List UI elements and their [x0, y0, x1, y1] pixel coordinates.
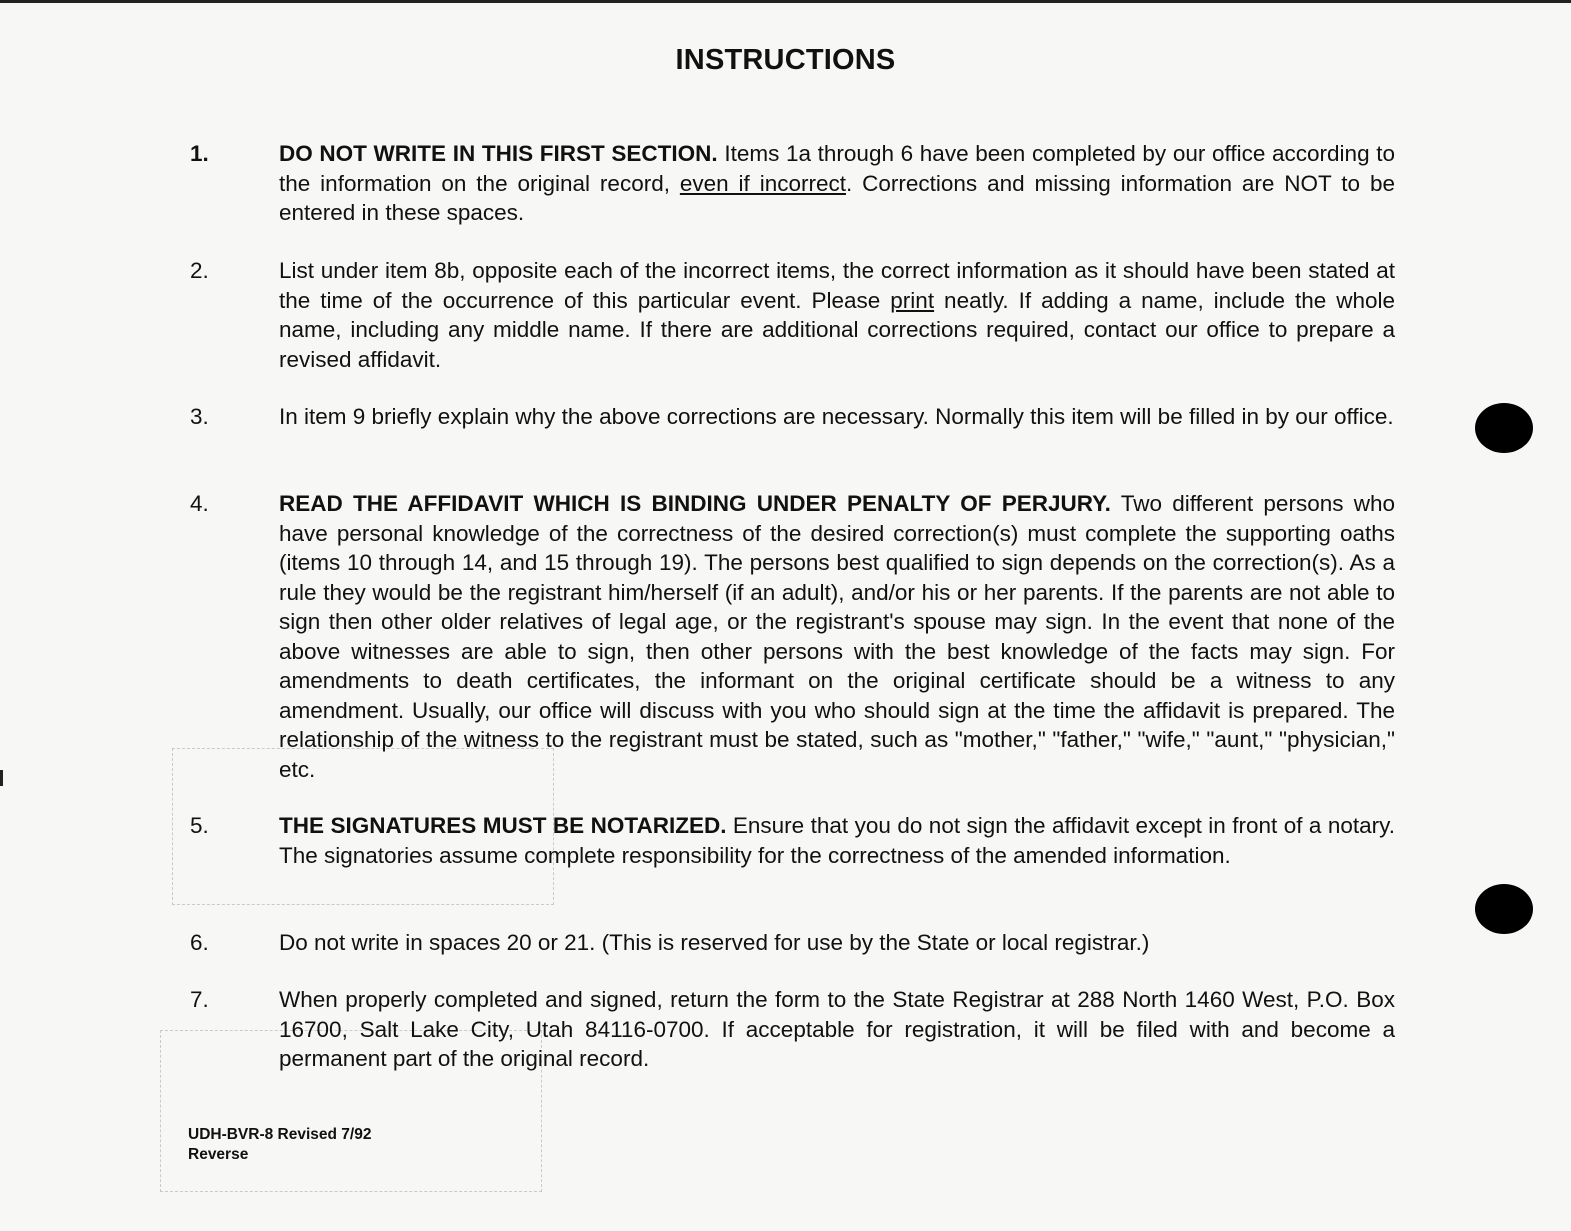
- item-number: 4.: [190, 491, 209, 516]
- item-lead: DO NOT WRITE IN THIS FIRST SECTION.: [279, 141, 718, 166]
- item-text: [279, 811, 1395, 870]
- item-text-part: Two different persons who have personal knowledge of the correctness of the desired correction(s) must complete the supporting oaths (items 10 through 14, and 15 through 19). The persons best qualified to sign depends on the correction(s). As a rule they would be the registrant him/herself (if an adult), and/or his or her parents. If the parents are not able to sign then other older relatives of legal age, or the registrant's spouse may sign. In the event that none of the above witnesses are able to sign, then other persons with the best knowledge of the facts may sign. For amendments to death certificates, the informant on the original certificate should be a witness to any amendment. Usually, our office will discuss with you who should sign at the time the affidavit is prepared. The relationship of the witness to the registrant must be stated, such as "mother," "father," "wife," "aunt," "physician," etc.: [279, 491, 1395, 782]
- item-text-part: . Corrections and missing information are NOT to be entered in these spaces.: [279, 170, 1395, 225]
- item-text: [279, 256, 1395, 374]
- item-number: 3.: [190, 404, 209, 429]
- punch-hole: [1475, 403, 1533, 453]
- form-side: Reverse: [188, 1146, 249, 1163]
- item-number: 1.: [190, 141, 209, 166]
- item-text-part: Ensure that you do not sign the affidavit except in front of a notary. The signatories assume complete responsibility for the correctness of the amended information.: [279, 813, 1396, 868]
- item-text: Do not write in spaces 20 or 21. (This is reserved for use by the State or local registrar.): [279, 930, 1150, 955]
- item-text: When properly completed and signed, return the form to the State Registrar at 288 North 1460 West, P.O. Box 16700, Salt Lake City, Utah 84116-0700. If acceptable for registration, it will be filed with and become a permanent part of the original record.: [279, 987, 1395, 1071]
- form-identifier: [188, 1125, 371, 1165]
- item-text-part: List under item 8b, opposite each of the incorrect items, the correct information as it should have been stated at the time of the occurrence of this particular event. Please: [279, 258, 1395, 313]
- punch-hole: [1475, 884, 1533, 934]
- page-top-edge: [0, 0, 1571, 3]
- item-text-part: neatly. If adding a name, include the whole name, including any middle name. If there are additional corrections required, contact our office to prepare a revised affidavit.: [279, 287, 1395, 372]
- item-text: In item 9 briefly explain why the above corrections are necessary. Normally this item will be filled in by our office.: [279, 404, 1394, 429]
- form-number: UDH-BVR-8 Revised 7/92: [188, 1126, 372, 1143]
- item-number: 6.: [190, 930, 209, 955]
- item-lead: THE SIGNATURES MUST BE NOTARIZED.: [279, 813, 727, 838]
- item-number: 2.: [190, 258, 209, 283]
- item-text-part: Items 1a through 6 have been completed by our office according to the information on the original record,: [279, 141, 1396, 196]
- page-edge-mark: [0, 770, 3, 786]
- item-number: 7.: [190, 987, 209, 1012]
- item-text: [279, 139, 1395, 228]
- item-number: 5.: [190, 813, 209, 838]
- item-underlined-text: print: [890, 287, 935, 313]
- page-title: INSTRUCTIONS: [675, 44, 896, 76]
- item-lead: READ THE AFFIDAVIT WHICH IS BINDING UNDER PENALTY OF PERJURY.: [279, 491, 1111, 516]
- item-text: [279, 489, 1395, 784]
- item-underlined-text: even if incorrect: [679, 170, 846, 196]
